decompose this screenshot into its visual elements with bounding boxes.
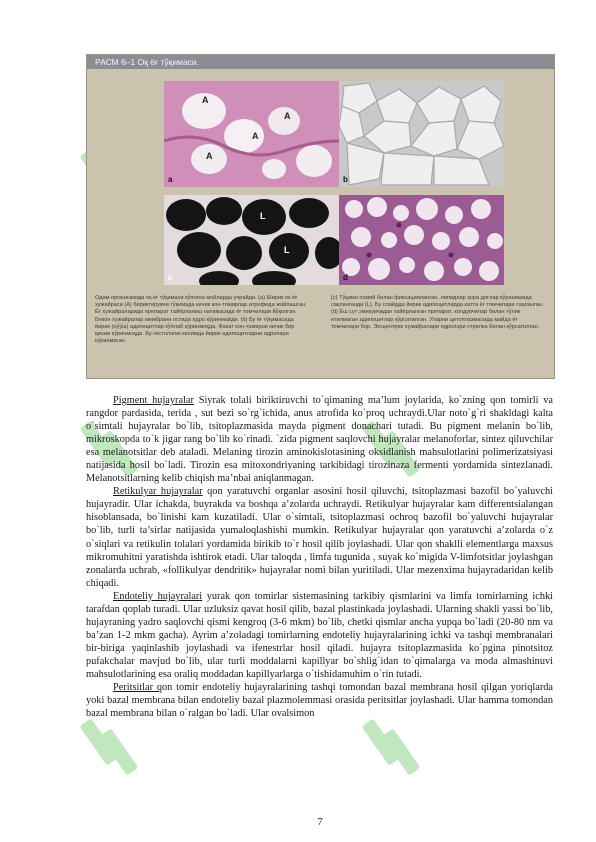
panel-label: L [260,211,266,221]
paragraph-peritsitlar [86,681,553,720]
figure-caption-right: (c) Тўқима осмий билан фиксацияланган, липидлар қора доғлар кўринишида сақланганди (L). Бу слайдда йирик адипоцитларда катта ёғ томчилари сақланган. (d) Ёш сут эмизувчидан тайёрланган препарат, колдувчилар билан тўлик етилмаган адипоцитлар кўрсатилган. Уларни цитоплазмасида майда ёғ томчилари бор. Эксцентрик хужайралари ядролари стрелка билан кўрсатилган. [331,295,544,330]
paragraph-retikulyar [86,485,553,589]
term-peritsitlar: Peritsitlar q [113,682,162,694]
panel-label: L [284,245,290,255]
paragraph-text: on tomir endoteliy hujayralarining tashqi tomondan bazal membrana hosil qilgan yoriqlarda yoki bazal membrana bilan endoteliy bazal plazmolemmasi orasida peritsitlar joylashadi. Ular hamma tomondan bazal membrana bilan o`ralgan bo`ladi. Ular ovalsimon [86,682,553,720]
panel-label: A [206,151,213,161]
page-number: 7 [317,816,323,828]
paragraph-text: yurak qon tomirlar sistemasining tarkibiy qismlarini va limfa tomirlarning ichki tarafdan qoplab turadi. Ular uzluksiz qavat hosil qilib, bazal plastinkada joylashadi. Ularning shakli yassi bo`lib, hujayraning yadro saqlovchi qismi kengroq (3-6 mkm) bo`lib, chetki qismlar ancha yupqa bo`ladi (20-80 nm va ba’zan 1-2 mkm gacha). Ayrim a’zoladagi tomirlarning endoteliy hujayralarining ichki va tashqi membranalari bir-biriga yaqinlashib joylashadi va ifenestrlar hosil qiladi. hujayra tsitoplazmasida ko`pgina pinotsitoz pufakchalar mavjud bo`lib, ular turli moddalarni kapillyar bo`shlig`idan to`qimalarga va moda almashinuvi mahsulotlarining esa oraliq moddadan kapillyarlarga o`tishidamuhim o`rin tutadi. [86,590,554,680]
watermark-logo [364,718,434,788]
panel-label: A [284,111,291,121]
panel-label: A [202,95,209,105]
body-text [86,394,553,720]
micrograph-panel-b [339,81,504,187]
paragraph-endoteliy [86,590,553,681]
panel-letter-d: d [343,273,348,282]
micrograph-d-image [339,195,504,285]
panel-letter-c: c [168,273,173,282]
micrograph-panel-d [339,195,504,285]
paragraph-pigment [86,394,553,485]
paragraph-text: qon yaratuvchi organlar asosini hosil qiluvchi, tsitoplazmasi bazofil bo`yaluvchi hujayradir. Ular ichakda, buyrakda va boshqa a’zolarda uchraydi. Retikulyar hujayralar kam differentsialangan hisoblansada, bo`linishi kam kuzatiladi. Ular o`simtali, tsitoplazmasi ochroq bazofil bo`yaluvchi hujayralar bo`lib, turli ta’sirlar natijasida yumaloqlashishi mumkin. Retikulyar hujayralar qon yaratuvchi a’zolarda o`z o`siqlari va retikulin tolalari yordamida birikib to`r hosil qilib joylashadi. Ular qon shaklli elementlarga maxsus mikromuhitni yaratishda ishtirok etadi. Ular taloqda , limfa tugunida , suyak ko`migida V-limfotsitlar joylashgan zonalarda uchrab, «follikulyar dendritik» hujayralar nomi bilan yuritiladi. Ular mezenxima hujayradaridan kelib chiqadi. [86,486,553,589]
figure-title: РАСМ 6–1 Оқ ёғ тўқимаси. [87,55,554,69]
micrograph-b-image [339,81,504,187]
panel-label: A [252,131,259,141]
term-endoteliy: Endoteliy hujayralari [113,590,203,602]
micrograph-panel-a [164,81,339,187]
term-retikulyar: Retikulyar hujayralar [113,486,203,498]
watermark-logo [82,718,152,788]
panel-letter-a: a [168,175,173,184]
figure-caption-left: Одам организмида оқ ёғ тўқимаси кўпгина жойларда учрайди. (a) Ширик ок ёғ хужайраси (A) бириктирувчи тўқимада кичик кон-томирлар атрофида жойлашган. Ёғ хужайраларида препарат тайёрланиш натижасида ёғ томчилари йўқолган. Бекон хужайралар мембрани остида ядро кўринмайди. (b) Бу ёғ тўқимасида йирик (оўўш) адипоцитлар кўплаб кўринмоқда. Факат кон-томирни кичик бир қисми кўринмоқда. Бу гистологик кесимда йирик адипоцитларни ядролари кўринмаган. [95,295,307,345]
micrograph-c-image [164,195,339,285]
histology-figure [86,54,555,379]
paragraph-text: Siyrak tolali biriktiruvchi to`qimaning ma’lum joylarida, ko`zning qon tomirli va rangdor pardasida, terida , sut bezi so`rg`ichida, anus atrofida ko`proq uchraydi.Ular noto`g`ri shakldagi kalta o`simtali hujayralar bo`lib, tsitoplazmasida mayda pigment donachari tutadi. Bu pigment melanin bo`lib, mikroskopda to`k jigar rang bo`lib ko`rinadi. `zida pigment saqlovchi hujayralar melanoforlar, sintez qiluvchilar esa melanotsitlar deb ataladi. Melaning tirozin aminokislotasining oksidlanish mahsulotlarini polimerizatsiyasi natijasida hosil bo`ladi. Tirozin esa mitoxondriyaning tarkibidagi tirozinaza fermenti yordamida sintezlanadi. Melanotsitlarning kelib chiqish ma’nbai aniqlanmagan. [86,395,553,485]
term-pigment: Pigment hujayralar [113,395,194,406]
panel-letter-b: b [343,175,348,184]
micrograph-panel-c [164,195,339,285]
